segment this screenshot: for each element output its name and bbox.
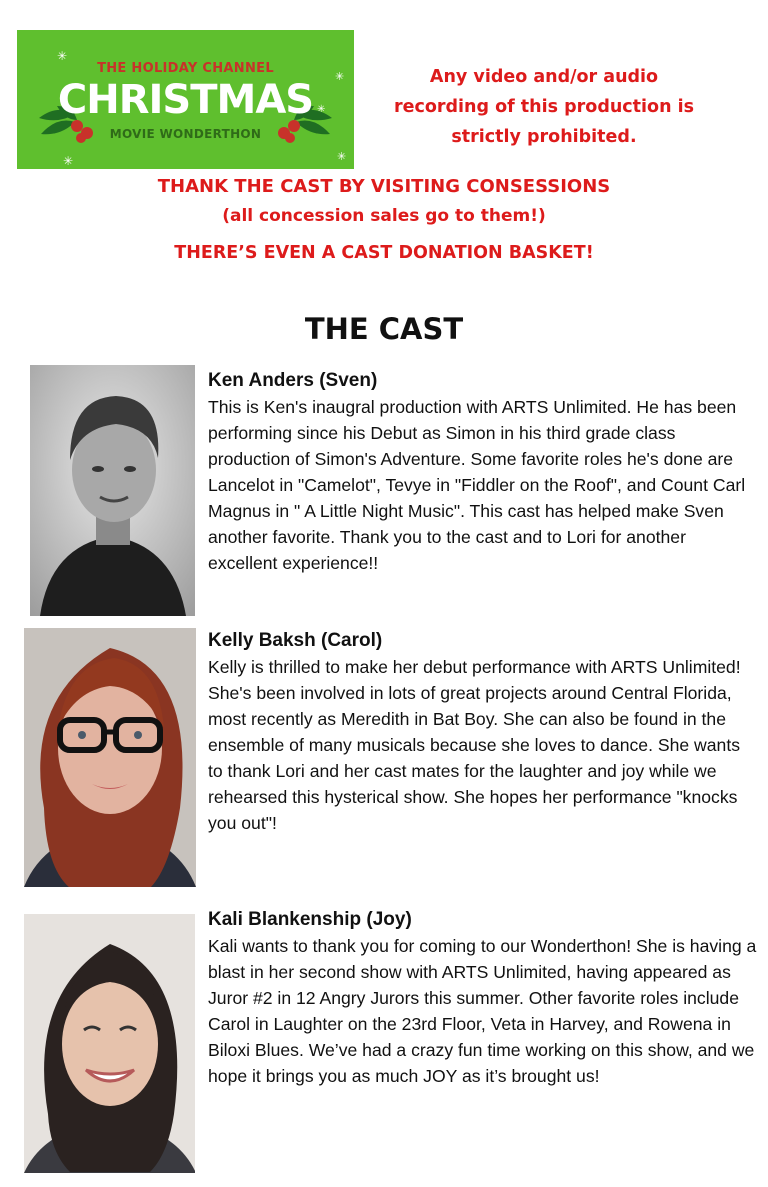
cast-name: Kali Blankenship (Joy) xyxy=(208,909,412,930)
cast-photo-kali xyxy=(24,914,195,1173)
svg-text:✳: ✳ xyxy=(63,154,74,168)
svg-text:✳: ✳ xyxy=(57,49,68,63)
cast-name: Ken Anders (Sven) xyxy=(208,370,378,391)
cast-name: Kelly Baksh (Carol) xyxy=(208,630,383,651)
svg-text:✳: ✳ xyxy=(317,104,326,115)
logo-top-line: THE HOLIDAY CHANNEL xyxy=(97,61,274,76)
cast-photo-kelly xyxy=(24,628,196,887)
cast-photo-ken xyxy=(30,365,195,616)
svg-text:✳: ✳ xyxy=(337,150,347,163)
svg-text:✳: ✳ xyxy=(335,70,345,83)
warning-line: strictly prohibited. xyxy=(451,127,637,147)
logo-main-line: CHRISTMAS xyxy=(57,77,314,123)
recording-warning xyxy=(354,62,734,152)
donation-basket-line: THERE’S EVEN A CAST DONATION BASKET! xyxy=(174,243,594,263)
cast-bio-kali xyxy=(208,907,758,1089)
section-title: THE CAST xyxy=(304,312,464,346)
cast-bio-kelly xyxy=(208,628,758,836)
cast-bio-text: Kali wants to thank you for coming to our Wonderthon! She is having a blast in her second show with ARTS Unlimited, having appeared as Juror #2 in 12 Angry Jurors this summer. Other favorite roles include Carol in Laughter on the 23rd Floor, Veta in Harvey, and Rowena in Biloxi Blues. We’ve had a crazy fun time working on this show, and we hope it brings you as much JOY as it’s brought us! xyxy=(208,936,757,1086)
cast-bio-text: This is Ken's inaugral production with ARTS Unlimited. He has been performing since his Debut as Simon in his third grade class production of Simon's Adventure. Some favorite roles he's done are Lancelot in "Camelot", Tevye in "Fiddler on the Roof", and Count Carl Magnus in " A Little Night Music". This cast has helped make Sven another favorite. Thank you to the cast and to Lori for another excellent experience!! xyxy=(208,397,746,573)
cast-bio-text: Kelly is thrilled to make her debut performance with ARTS Unlimited! She's been involved in lots of great projects around Central Florida, most recently as Meredith in Bat Boy. She can also be found in the ensemble of many musicals because she loves to dance. She wants to thank Lori and her cast mates for the laughter and joy while we rehearsed this hysterical show. She hopes her performance "knocks you out"! xyxy=(208,657,741,833)
thanks-headline: THANK THE CAST BY VISITING CONSESSIONS xyxy=(157,176,611,197)
wonderthon-logo xyxy=(17,30,354,169)
cast-bio-ken xyxy=(208,368,758,576)
warning-line: recording of this production is xyxy=(393,97,695,117)
warning-line: Any video and/or audio xyxy=(429,67,659,87)
thanks-subline: (all concession sales go to them!) xyxy=(222,206,546,226)
logo-bottom-line: MOVIE WONDERTHON xyxy=(109,127,262,141)
